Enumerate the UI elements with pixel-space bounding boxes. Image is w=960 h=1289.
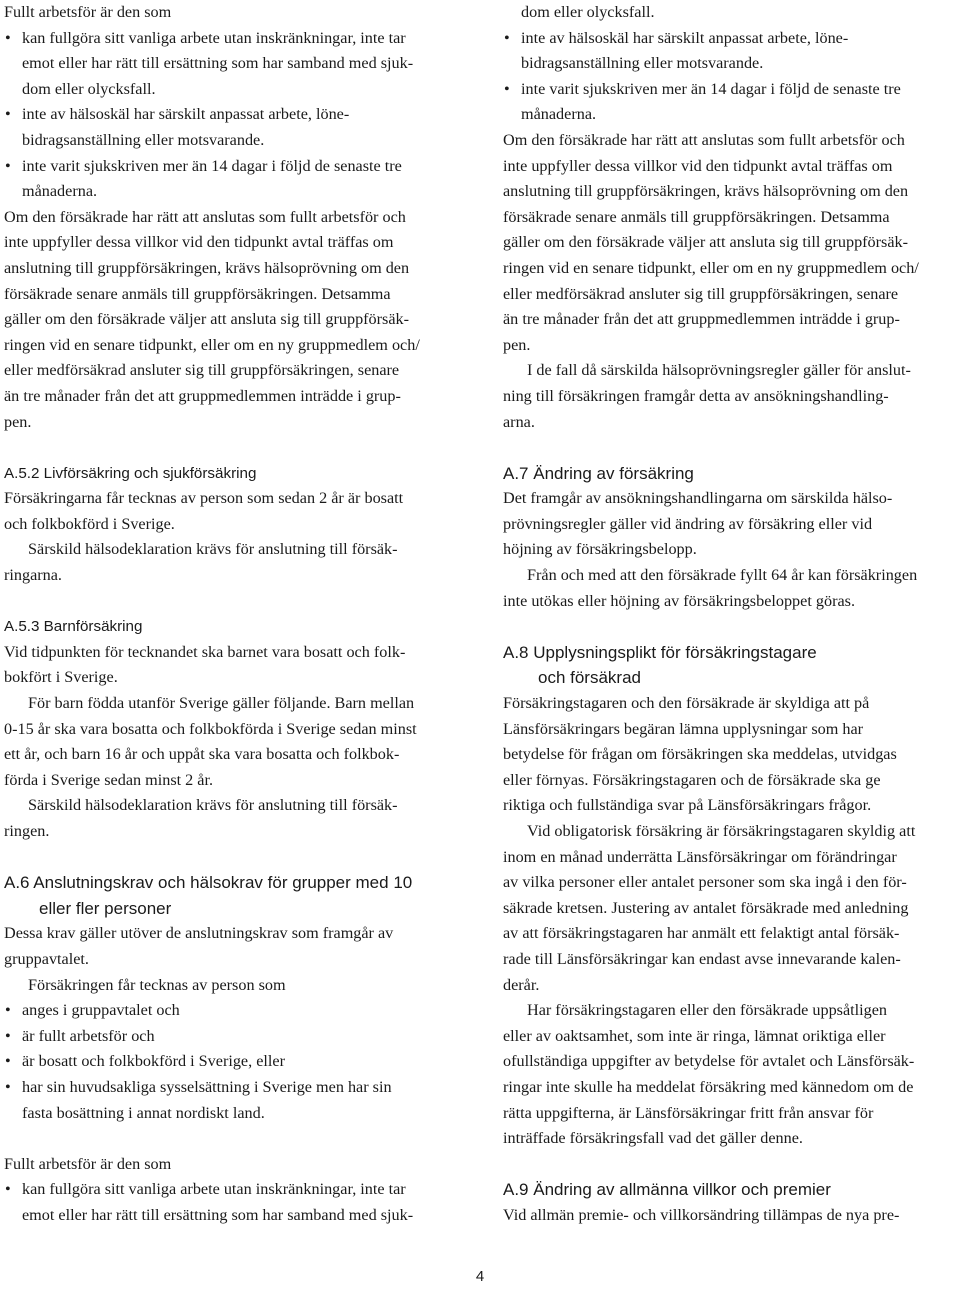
paragraph: Vid allmän premie- och villkorsändring tillämpas de nya pre- <box>503 1205 900 1224</box>
section-heading-a6: A.6 Anslutningskrav och hälsokrav för grupper med 10 eller fler personer <box>4 873 413 918</box>
list-item: • inte av hälsoskäl har särskilt anpassat arbete, löne- bidragsanställning eller motsvarande. <box>503 26 959 77</box>
paragraph: Vid tidpunkten för tecknandet ska barnet vara bosatt och folk- bokfört i Sverige. <box>4 642 406 687</box>
paragraph: Det framgår av ansökningshandlingarna om särskilda hälso- prövningsregler gäller vid ändring av försäkring eller vid höjning av försäkringsbelopp. <box>503 489 893 559</box>
fullt-arbetsfor-bullet-list <box>4 1177 462 1228</box>
paragraph: Särskild hälsodeklaration krävs för anslutning till försäk- ringarna. <box>4 540 398 585</box>
paragraph: Försäkringarna får tecknas av person som sedan 2 år är bosatt och folkbokförd i Sverige. <box>4 489 404 533</box>
continued-bullet-list <box>503 26 959 128</box>
section-heading-a8: A.8 Upplysningsplikt för försäkringstagare och försäkrad <box>503 642 817 688</box>
list-item: • inte av hälsoskäl har särskilt anpassat arbete, löne- bidragsanställning eller motsvarande. <box>4 102 462 153</box>
fullt-arbetsfor-heading: Fullt arbetsför är den som <box>4 1154 172 1173</box>
fullt-arbetsfor-intro: Fullt arbetsför är den som <box>4 3 172 21</box>
list-item: • kan fullgöra sitt vanliga arbete utan inskränkningar, inte tar emot eller har rätt till ersättning som har samband med sjuk- dom eller olycksfall. <box>4 26 462 103</box>
list-item: • inte varit sjukskriven mer än 14 dagar i följd de senaste tre månaderna. <box>4 154 462 205</box>
paragraph: Försäkringen får tecknas av person som <box>28 975 286 994</box>
paragraph: Dessa krav gäller utöver de anslutningskrav som framgår av gruppavtalet. <box>4 924 394 968</box>
requirements-bullet-list <box>4 998 462 1126</box>
paragraph: Om den försäkrade har rätt att anslutas som fullt arbetsför och inte uppfyller dessa villkor vid den tidpunkt avtal träffas om anslutning till gruppförsäkringen, krävs hälsoprövning om den försäkrade senare anmäls till gruppförsäkringen. Detsamma gäller om den försäkrade väljer att ansluta sig till gruppförsäk- ringen vid en senare tidpunkt, eller om en ny gruppmedlem och/ eller medförsäkrad ansluter sig till gruppförsäkringen, senare än tre månader från det att gruppmedlemmen inträdde i grup- pen. <box>503 130 919 354</box>
paragraph: Vid obligatorisk försäkring är försäkringstagaren skyldig att inom en månad underrätta Länsförsäkringar om förändringar av vilka personer eller antalet personer som ska ingå i den för- säkrade kretsen. Justering av antalet försäkrade med anledning av att försäkringstagaren har anmält ett felaktigt antal försäk- rade till Länsförsäkringar kan endast avse innevarande kalen- derår. <box>503 822 916 994</box>
list-item: • är bosatt och folkbokförd i Sverige, eller <box>4 1049 462 1075</box>
list-item: • anges i gruppavtalet och <box>4 998 462 1024</box>
continuation-line: dom eller olycksfall. <box>521 3 655 21</box>
section-heading-a9: A.9 Ändring av allmänna villkor och premier <box>503 1180 831 1200</box>
section-heading-a53: A.5.3 Barnförsäkring <box>4 618 143 636</box>
paragraph: Särskild hälsodeklaration krävs för anslutning till försäk- ringen. <box>4 796 398 840</box>
paragraph: Från och med att den försäkrade fyllt 64 år kan försäkringen inte utökas eller höjning av försäkringsbeloppet göras. <box>503 566 918 610</box>
section-heading-a52: A.5.2 Livförsäkring och sjukförsäkring <box>4 464 257 482</box>
right-column <box>503 0 959 1229</box>
intro-bullet-list <box>4 26 462 205</box>
section-heading-a7: A.7 Ändring av försäkring <box>503 463 694 483</box>
left-column <box>4 0 462 1229</box>
list-item: • inte varit sjukskriven mer än 14 dagar i följd de senaste tre månaderna. <box>503 77 959 128</box>
list-item: • har sin huvudsakliga sysselsättning i Sverige men har sin fasta bosättning i annat nordiskt land. <box>4 1075 462 1126</box>
paragraph: I de fall då särskilda hälsoprövningsregler gäller för anslut- ning till försäkringen framgår detta av ansökningshandling- arna. <box>503 361 911 431</box>
list-item: • kan fullgöra sitt vanliga arbete utan inskränkningar, inte tar emot eller har rätt till ersättning som har samband med sjuk- <box>4 1177 462 1228</box>
page-number: 4 <box>475 1268 485 1285</box>
paragraph: Om den försäkrade har rätt att anslutas som fullt arbetsför och inte uppfyller dessa villkor vid den tidpunkt avtal träffas om anslutning till gruppförsäkringen, krävs hälsoprövning om den försäkrade senare anmäls till gruppförsäkringen. Detsamma gäller om den försäkrade väljer att ansluta sig till gruppförsäk- ringen vid en senare tidpunkt, eller om en ny gruppmedlem och/ eller medförsäkrad ansluter sig till gruppförsäkringen, senare än tre månader från det att gruppmedlemmen inträdde i grup- pen. <box>4 207 420 431</box>
paragraph: Har försäkringstagaren eller den försäkrade uppsåtligen eller av oaktsamhet, som inte är ringa, lämnat oriktiga eller ofullständiga uppgifter av betydelse för avtalet och Länsförsäk- ringar inte skulle ha meddelat försäkring med kännedom om de rätta uppgifterna, är Länsförsäkringar fritt från ansvar för inträffade försäkringsfall vad det gäller denne. <box>503 1001 915 1148</box>
paragraph: Försäkringstagaren och den försäkrade är skyldiga att på Länsförsäkringars begäran lämna upplysningar som har betydelse för frågan om försäkringen ska meddelas, utvidgas eller förnyas. Försäkringstagaren och de försäkrade ska ge riktiga och fullständiga svar på Länsförsäkringars frågor. <box>503 694 897 815</box>
list-item: • är fullt arbetsför och <box>4 1024 462 1050</box>
paragraph: För barn födda utanför Sverige gäller följande. Barn mellan 0-15 år ska vara bosatta och folkbokförda i Sverige sedan minst ett år, och barn 16 år och uppåt ska vara bosatta och folkbok- förda i Sverige sedan minst 2 år. <box>4 694 417 789</box>
